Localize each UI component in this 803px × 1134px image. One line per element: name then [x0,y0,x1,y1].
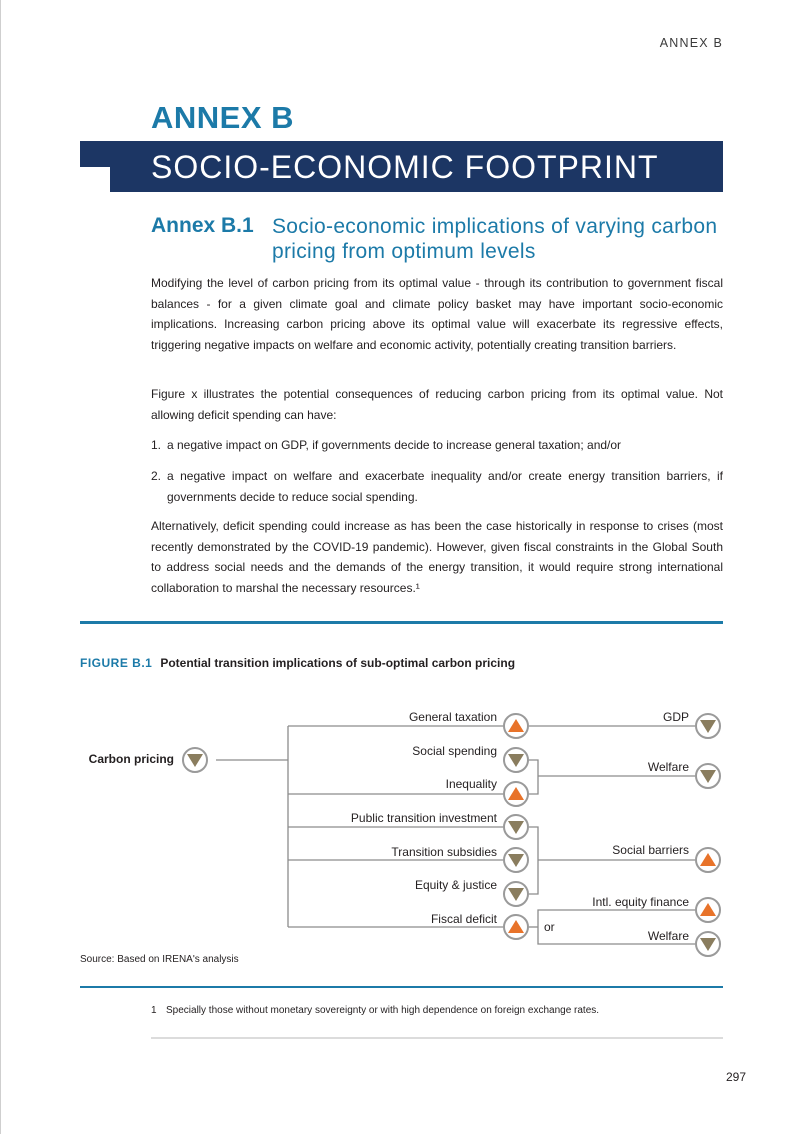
paragraph-2: Figure x illustrates the potential consequences of reducing carbon pricing from its optimal value. Not allowing deficit spending can have: [151,387,723,422]
node-label: Inequality [445,777,497,791]
welfare-indicator-icon [696,932,720,956]
running-header: ANNEX B [659,36,723,50]
social-spending-indicator-icon [504,748,528,772]
node-label: Equity & justice [414,878,497,892]
general-taxation-indicator-icon [504,714,528,738]
node-label: Transition subsidies [391,845,497,859]
list-text: a negative impact on welfare and exacerbate inequality and/or create energy transition barriers, if governments decide to reduce social spending. [167,469,723,504]
outcome-label: Social barriers [612,843,689,857]
list-number: 2. [151,469,162,483]
root-indicator-icon [183,748,207,772]
gdp-indicator-icon [696,714,720,738]
outcome-label: Welfare [647,929,689,943]
node-label: General taxation [408,710,497,724]
list-number: 1. [151,438,162,452]
node-label: Fiscal deficit [430,912,497,926]
outcome-label: Intl. equity finance [592,895,689,909]
page-number: 297 [725,1070,746,1084]
public-transition-investment-indicator-icon [504,815,528,839]
outcome-label: Welfare [647,760,689,774]
or-label: or [544,920,555,934]
equity-justice-indicator-icon [504,882,528,906]
figure-source: Source: Based on IRENA's analysis [80,954,239,965]
inequality-indicator-icon [504,782,528,806]
welfare-indicator-icon [696,764,720,788]
fiscal-deficit-indicator-icon [504,915,528,939]
footnote-bottom-rule [151,1037,723,1039]
paragraph-1: Modifying the level of carbon pricing from its optimal value - through its contribution to government fiscal balances - for a given climate goal and climate policy basket may have important socio-economic implications. Increasing carbon pricing above its optimal value will exacerbate its regressive effects, triggering negative impacts on welfare and economic activity, potentially creating transition barriers. [151,276,723,352]
section-number: Annex B.1 [151,214,254,237]
banner-title: SOCIO-ECONOMIC FOOTPRINT [151,149,659,185]
paragraph-3: Alternatively, deficit spending could increase as has been the case historically in response to crises (most recently demonstrated by the COVID-19 pandemic). However, given fiscal constraints in the Global South to address social needs and the demands of the energy transition, it would require strong international collaboration to marshal the necessary resources.¹ [151,519,723,595]
section-title: Socio-economic implications of varying carbon pricing from optimum levels [272,215,718,263]
footnote-text: Specially those without monetary sovereignty or with high dependence on foreign exchange rates. [166,1005,600,1016]
figure-label: FIGURE B.1 [80,656,153,670]
footnote-rule [80,986,723,988]
annex-title: ANNEX B [151,100,295,135]
figure-title: Potential transition implications of sub-optimal carbon pricing [160,656,516,670]
social-barriers-indicator-icon [696,848,720,872]
footnote-number: 1 [151,1005,157,1016]
root-label: Carbon pricing [88,752,174,766]
transition-subsidies-indicator-icon [504,848,528,872]
outcome-label: GDP [662,710,689,724]
node-label: Social spending [412,744,497,758]
list-text: a negative impact on GDP, if governments decide to increase general taxation; and/or [167,438,622,452]
node-label: Public transition investment [350,811,497,825]
intl-equity-finance-indicator-icon [696,898,720,922]
